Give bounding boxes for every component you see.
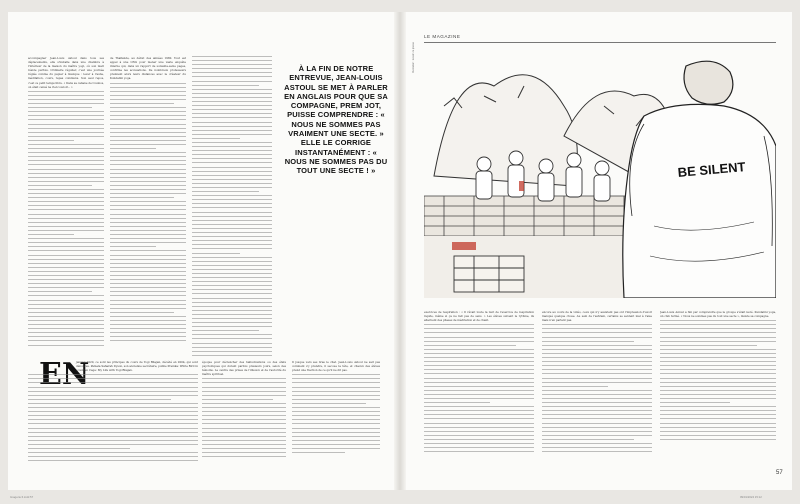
- right-bottom-column-1: [424, 310, 534, 460]
- wooden-crate: [454, 256, 524, 292]
- column-2-body-lines: [110, 83, 186, 342]
- right-column-1-text: exercices de respiration : « Il rêvait toute la nuit de l'exercice de respiration rapide, même si ça ne fait pas de sens. » Les élèves suivent le rythme, ils alternent des phases de méditation et de chant.: [424, 310, 534, 323]
- column-1-body-lines: [28, 91, 104, 346]
- opening-text: janvier 2020, ce sont les principes du cours de Yogi Bhajan, décédé en 2004, qui sont dénoncés. Pamela Saharah Dyson, son ancienne secrétaire, publie Premka: White Bird in a Golden Cage: My Life with Yogi Bhajan.: [76, 360, 198, 373]
- shirt-text: BE SILENT: [677, 159, 747, 180]
- page-number: 57: [776, 470, 783, 476]
- right-column-3-text: Jean-Louis Astoul a fini par comprendre que le groupe s'était isolé. Kundalini yoga, un club fermé. « Nous ne sommes pas du tout une secte », insiste sa compagne.: [660, 310, 776, 319]
- editorial-illustration: [424, 46, 776, 298]
- right-bottom-column-3: [660, 310, 776, 460]
- bottom-column-3-text: Il jusque vers ses bras le chat. Jean-Louis Astoul ne sait pas comment s'y prendre, il secoue la tête, et chacun des élèves prend une fraction de ce qu'il ne dit pas.: [292, 360, 380, 373]
- article-column-3: [192, 56, 272, 356]
- spine-gutter: [394, 12, 406, 490]
- column-1-text: accompagner Jean-Louis Astoul dans tous ses déplacements, elle s'installe dans une chambre à l'intérieur de la maison du maître yogi, où son mari réside parfois. Ordinaire régulier, c'est une journée réglée comme du papier à musique : lever à l'aube, méditation, cours, repas communs. Son seul repos, c'est ce petit temps libre. « Dans sa cabane de Cosmos, on était censé ne rien vouloir... »: [28, 56, 104, 89]
- bottom-column-3-lines: [292, 374, 380, 453]
- right-column-3-lines: [660, 320, 776, 440]
- right-column-1-lines: [424, 324, 534, 452]
- bottom-column-2-text: époque pour déclencher des hallucinations ou des états psychotiques qui durent parfois plusieurs jours, selon des témoins. Le centre des prises de l'illusion et de l'autorité du maître spirituel.: [202, 360, 286, 377]
- article-column-2: [110, 56, 186, 356]
- right-column-2-text: encore au cours de la vidéo, ceux qui n'y assistent pas ont l'impression d'avoir manqué quelque chose. Au sein de l'ashram, certains se sentent mal à l'aise mais n'en parlent pas.: [542, 310, 652, 323]
- slug-right: 09/01/2024 15:12: [740, 495, 762, 499]
- header-rule: [424, 42, 776, 43]
- right-bottom-column-2: [542, 310, 652, 460]
- pull-quote: À LA FIN DE NOTRE ENTREVUE, JEAN-LOUIS ASTOUL SE MET À PARLER EN ANGLAIS POUR QUE SA COMPAGNE, PREM JOT, PUISSE COMPRENDRE : « NOUS NE SOMMES PAS VRAIMENT UNE SECTE. » ELLE LE CORRIGE INSTANTANÉMENT : « NOUS NE SOMMES PAS DU TOUT UNE SECTE ! »: [284, 64, 388, 176]
- section-label: LE MAGAZINE: [424, 34, 461, 39]
- opening-paragraph: [28, 360, 198, 464]
- bottom-column-2: [202, 360, 286, 464]
- bottom-column-2-lines: [202, 378, 286, 457]
- slug-left: Imagerie 6.indd 57: [10, 495, 34, 499]
- bottom-column-3: [292, 360, 380, 464]
- right-column-2-lines: [542, 324, 652, 452]
- column-2-text: de Thaïlande, au début des années 1980. Tout est appel à une ONG pour mener une vaste enquête interne qui, dans un rapport de soixante-seize pages, confirme les accusations. De nombreux professeurs prennent alors leurs distances avec le créateur du Kundalini yoga.: [110, 56, 186, 81]
- illustration-credit: Illustration : dessin de presse: [412, 42, 415, 73]
- opening-body-lines: [28, 374, 198, 464]
- left-page: [8, 12, 394, 490]
- column-3-body-lines: [192, 56, 272, 356]
- right-page: [406, 12, 792, 490]
- article-column-1: [28, 56, 104, 356]
